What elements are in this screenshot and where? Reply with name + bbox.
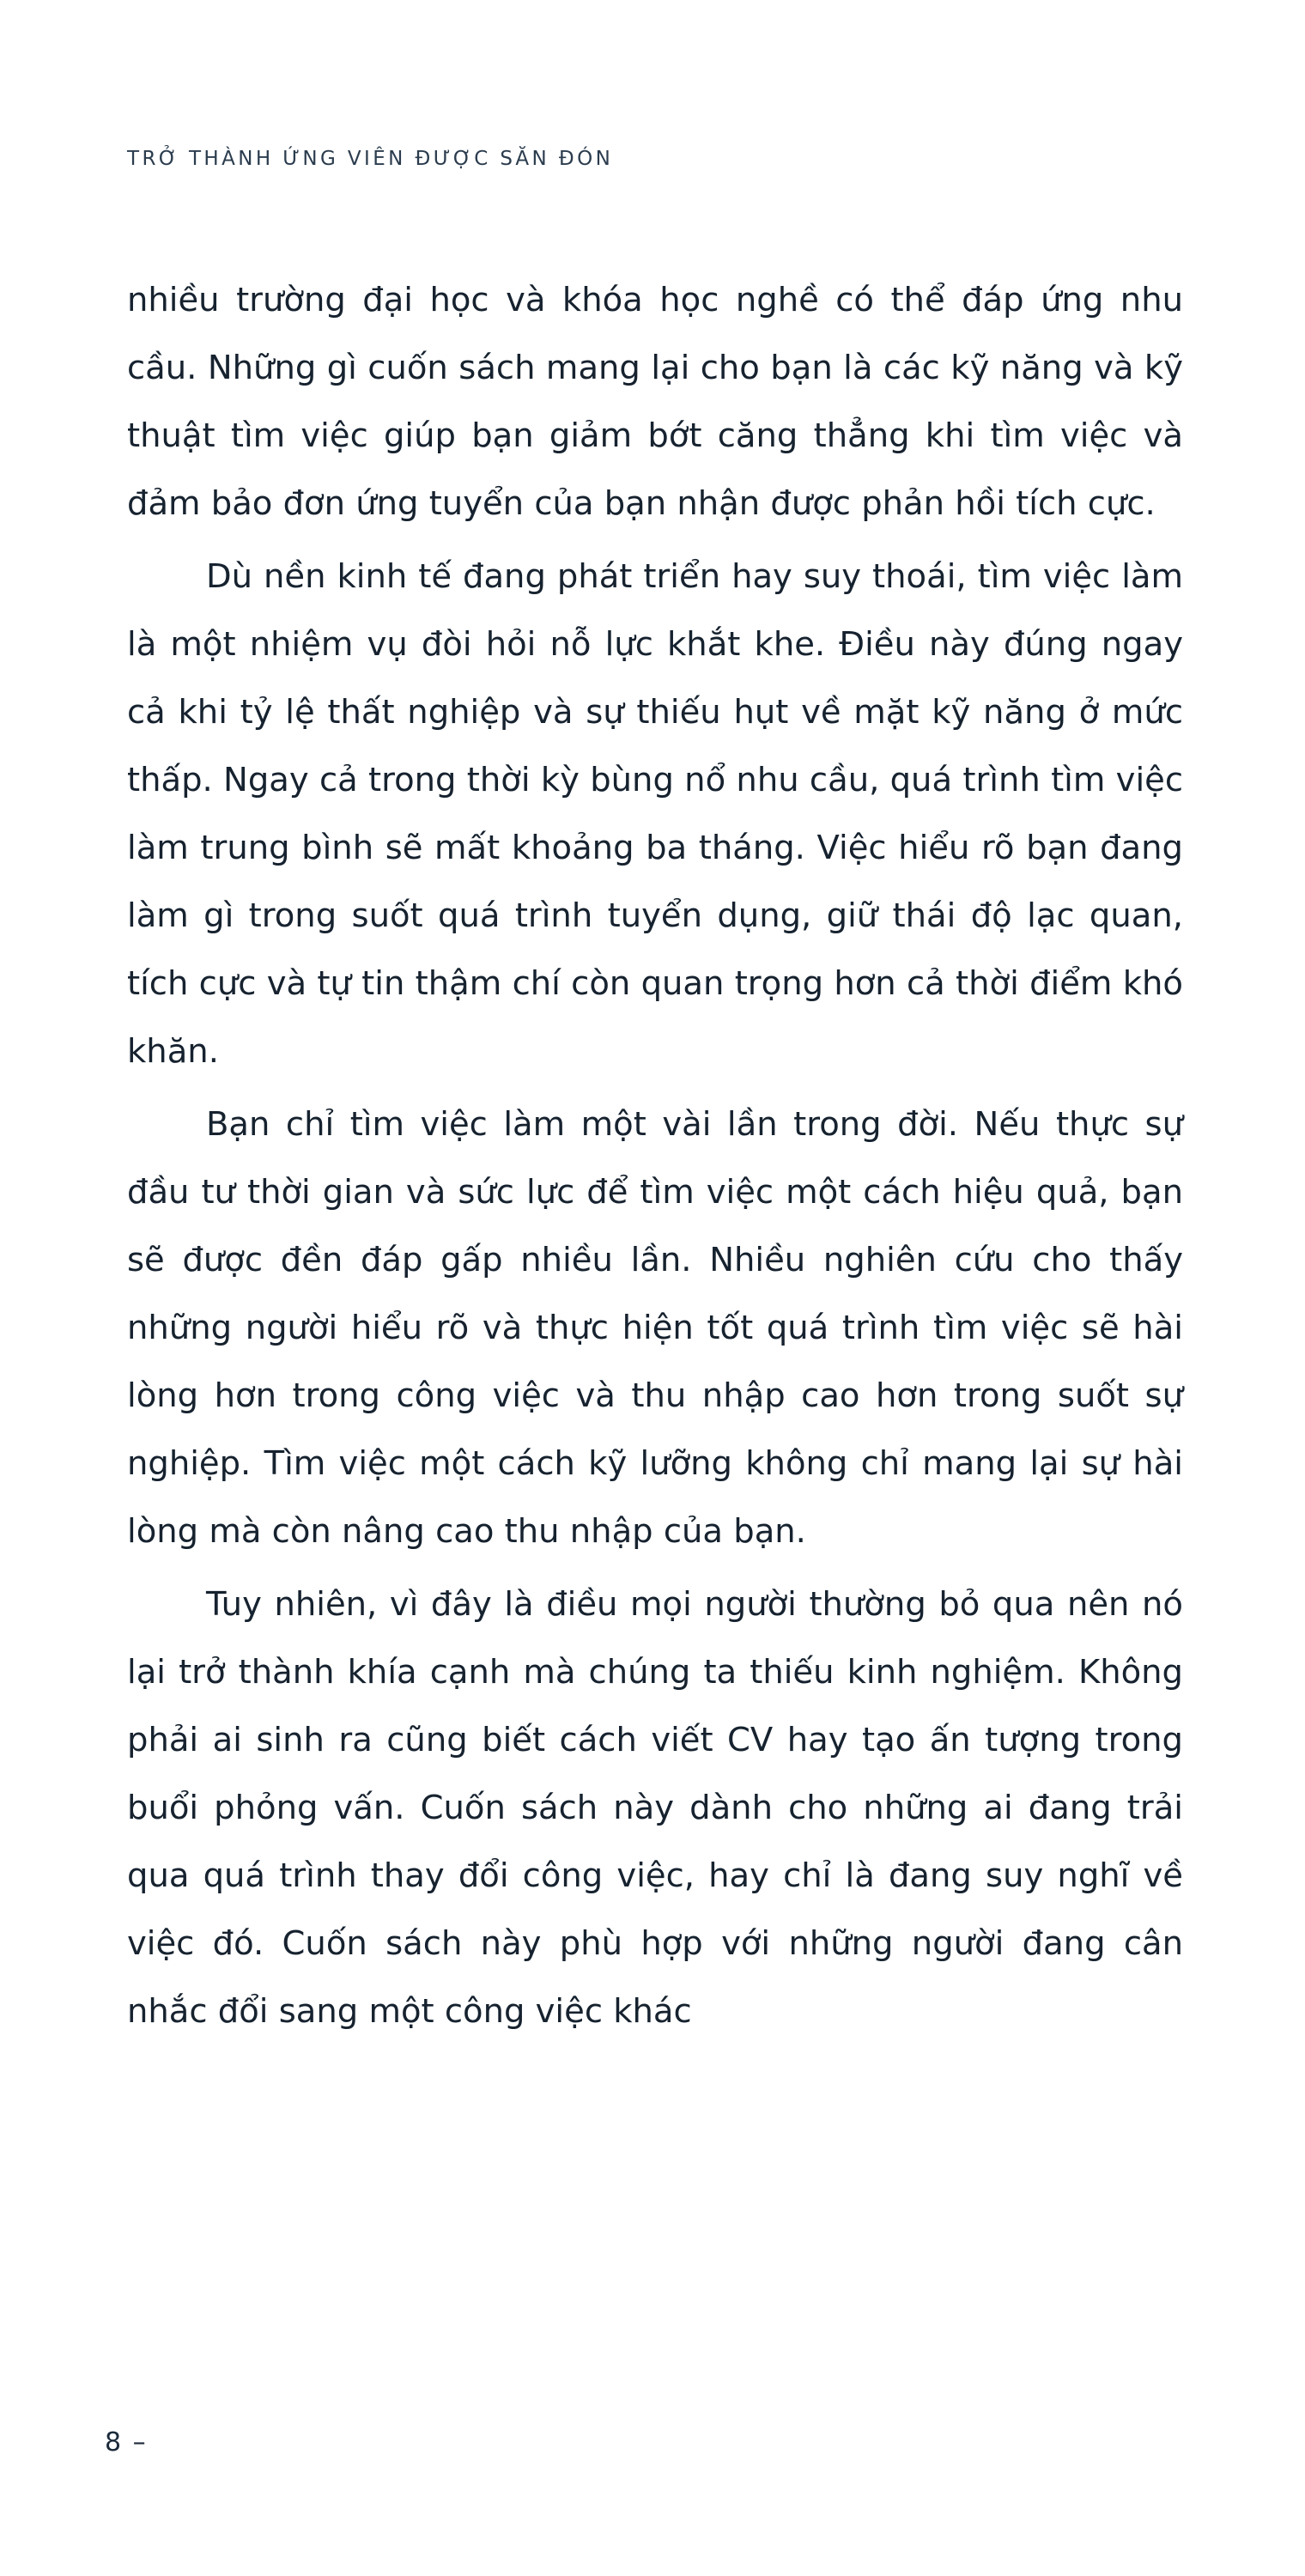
page-number: 8 – bbox=[105, 2427, 148, 2458]
paragraph: Dù nền kinh tế đang phát triển hay suy thoái, tìm việc làm là một nhiệm vụ đòi hỏi nỗ lực khắt khe. Điều này đúng ngay cả khi tỷ lệ thất nghiệp và sự thiếu hụt về mặt kỹ năng ở mức thấp. Ngay cả trong thời kỳ bùng nổ nhu cầu, quá trình tìm việc làm trung bình sẽ mất khoảng ba tháng. Việc hiểu rõ bạn đang làm gì trong suốt quá trình tuyển dụng, giữ thái độ lạc quan, tích cực và tự tin thậm chí còn quan trọng hơn cả thời điểm khó khăn. bbox=[127, 557, 1183, 1071]
running-head: TRỞ THÀNH ỨNG VIÊN ĐƯỢC SĂN ĐÓN bbox=[127, 148, 614, 170]
paragraph: nhiều trường đại học và khóa học nghề có thể đáp ứng nhu cầu. Những gì cuốn sách mang lại cho bạn là các kỹ năng và kỹ thuật tìm việc giúp bạn giảm bớt căng thẳng khi tìm việc và đảm bảo đơn ứng tuyển của bạn nhận được phản hồi tích cực. bbox=[127, 281, 1183, 523]
paragraph: Bạn chỉ tìm việc làm một vài lần trong đời. Nếu thực sự đầu tư thời gian và sức lực để tìm việc một cách hiệu quả, bạn sẽ được đền đáp gấp nhiều lần. Nhiều nghiên cứu cho thấy những người hiểu rõ và thực hiện tốt quá trình tìm việc sẽ hài lòng hơn trong công việc và thu nhập cao hơn trong suốt sự nghiệp. Tìm việc một cách kỹ lưỡng không chỉ mang lại sự hài lòng mà còn nâng cao thu nhập của bạn. bbox=[127, 1105, 1183, 1551]
paragraph: Tuy nhiên, vì đây là điều mọi người thường bỏ qua nên nó lại trở thành khía cạnh mà chúng ta thiếu kinh nghiệm. Không phải ai sinh ra cũng biết cách viết CV hay tạo ấn tượng trong buổi phỏng vấn. Cuốn sách này dành cho những ai đang trải qua quá trình thay đổi công việc, hay chỉ là đang suy nghĩ về việc đó. Cuốn sách này phù hợp với những người đang cân nhắc đổi sang một công việc khác bbox=[127, 1585, 1183, 2031]
body-text bbox=[127, 266, 1183, 2050]
